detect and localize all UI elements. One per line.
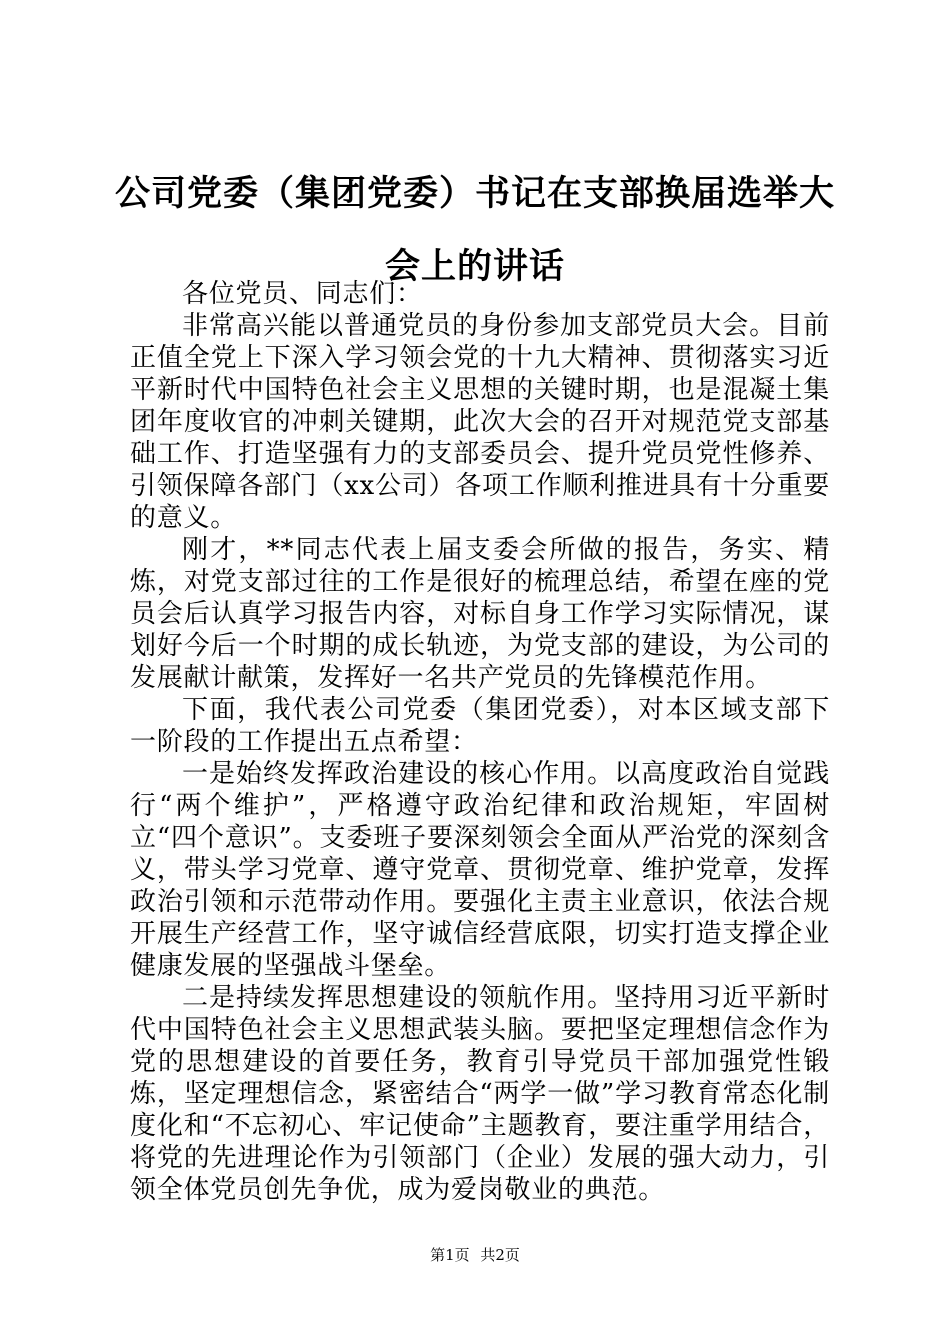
paragraph: 二是持续发挥思想建设的领航作用。坚持用习近平新时代中国特色社会主义思想武装头脑。要把坚定理想信念作为党的思想建设的首要任务，教育引导党员干部加强党性锻炼，坚定理想信念，紧密结合“两学一做”学习教育常态化制度化和“不忘初心、牢记使命”主题教育，要注重学用结合，将党的先进理论作为引领部门（企业）发展的强大动力，引领全体党员创先争优，成为爱岗敬业的典范。 <box>130 983 830 1205</box>
page-number-current: 第1页 <box>430 1246 470 1264</box>
paragraph: 一是始终发挥政治建设的核心作用。以高度政治自觉践行“两个维护”，严格遵守政治纪律和政治规矩，牢固树立“四个意识”。支委班子要深刻领会全面从严治党的深刻含义，带头学习党章、遵守党章、贯彻党章、维护党章，发挥政治引领和示范带动作用。要强化主责主业意识，依法合规开展生产经营工作，坚守诚信经营底限，切实打造支撑企业健康发展的坚强战斗堡垒。 <box>130 759 830 981</box>
page-footer <box>0 1245 950 1265</box>
paragraph: 下面，我代表公司党委（集团党委），对本区域支部下一阶段的工作提出五点希望： <box>130 695 830 757</box>
paragraph: 非常高兴能以普通党员的身份参加支部党员大会。目前正值全党上下深入学习领会党的十九大精神、贯彻落实习近平新时代中国特色社会主义思想的关键时期，也是混凝土集团年度收官的冲刺关键期，此次大会的召开对规范党支部基础工作、打造坚强有力的支部委员会、提升党员党性修养、引领保障各部门（xx公司）各项工作顺利推进具有十分重要的意义。 <box>130 311 830 533</box>
document-title: 公司党委（集团党委）书记在支部换届选举大会上的讲话 <box>114 174 835 287</box>
page-number-total: 共2页 <box>480 1246 520 1264</box>
salutation: 各位党员、同志们： <box>182 279 423 309</box>
document-body <box>130 278 830 1206</box>
paragraph: 刚才，**同志代表上届支委会所做的报告，务实、精炼，对党支部过往的工作是很好的梳理总结，希望在座的党员会后认真学习报告内容，对标自身工作学习实际情况，谋划好今后一个时期的成长轨迹，为党支部的建设，为公司的发展献计献策，发挥好一名共产党员的先锋模范作用。 <box>130 535 830 693</box>
